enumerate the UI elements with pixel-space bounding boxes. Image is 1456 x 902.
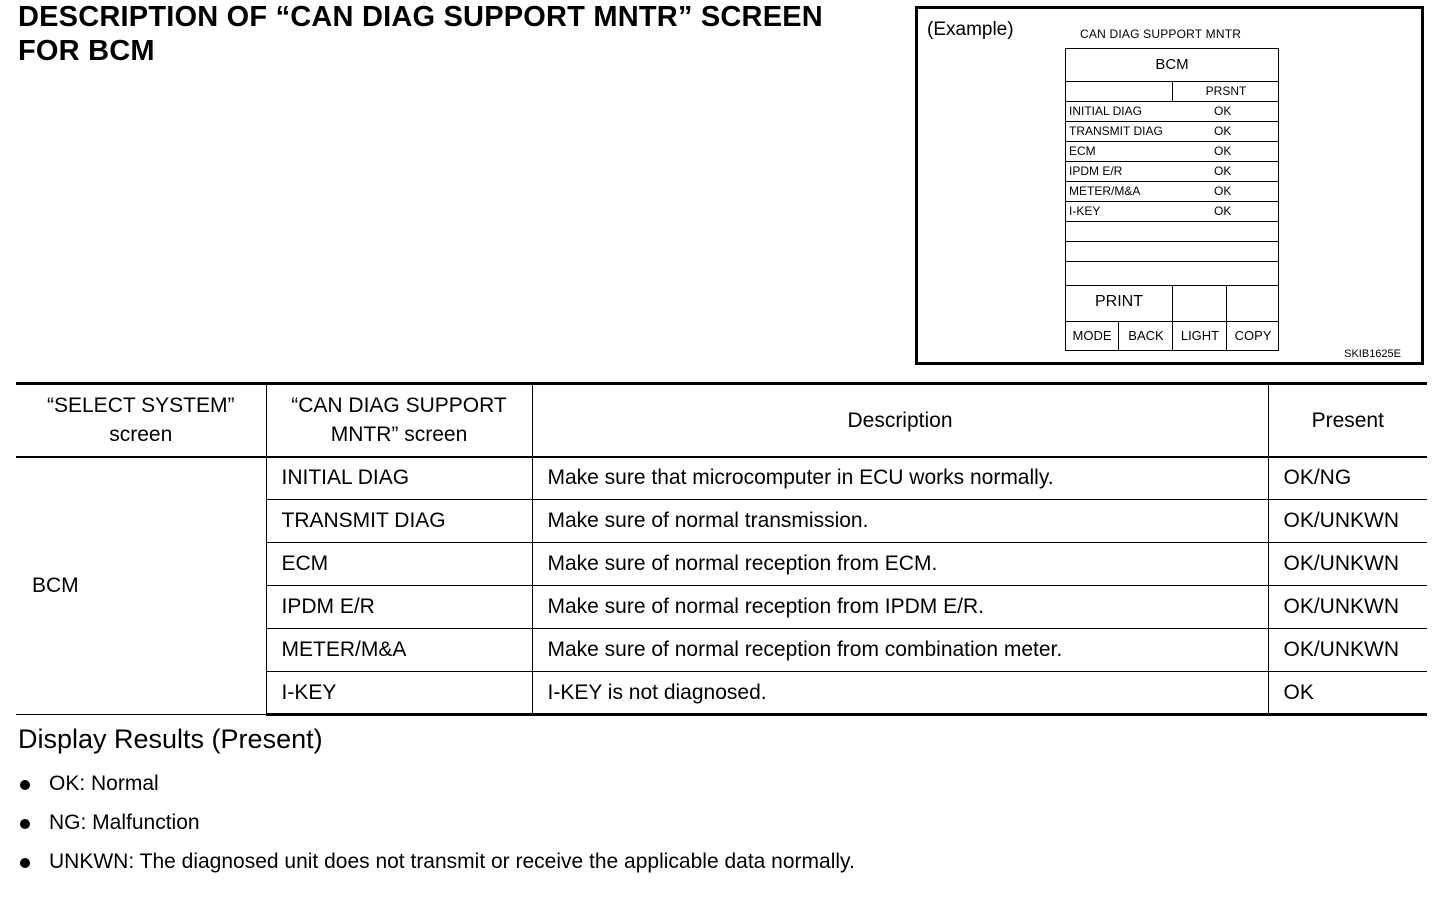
blank-button bbox=[1226, 286, 1279, 321]
example-empty-row bbox=[1066, 222, 1278, 242]
header-description: Description bbox=[532, 384, 1268, 457]
example-row bbox=[1066, 162, 1278, 182]
title-line-1: DESCRIPTION OF “CAN DIAG SUPPORT MNTR” SCREEN bbox=[18, 1, 823, 33]
list-item-text: NG: Malfunction bbox=[49, 811, 200, 834]
present-cell: OK/NG bbox=[1268, 457, 1427, 500]
item-cell: TRANSMIT DIAG bbox=[266, 500, 532, 543]
example-row-value: OK bbox=[1214, 124, 1232, 138]
table-row bbox=[16, 457, 1427, 500]
example-row-value: OK bbox=[1214, 104, 1232, 118]
example-row bbox=[1066, 122, 1278, 142]
example-row-value: OK bbox=[1214, 144, 1232, 158]
example-figure bbox=[915, 6, 1424, 365]
present-cell: OK/UNKWN bbox=[1268, 586, 1427, 629]
item-cell: IPDM E/R bbox=[266, 586, 532, 629]
description-cell: Make sure of normal reception from IPDM E/R. bbox=[532, 586, 1268, 629]
example-row-name: METER/M&A bbox=[1069, 184, 1141, 198]
header-present: Present bbox=[1268, 384, 1427, 457]
list-item bbox=[18, 806, 855, 845]
list-item-text: OK: Normal bbox=[49, 772, 159, 795]
description-cell: Make sure that microcomputer in ECU works normally. bbox=[532, 457, 1268, 500]
light-button[interactable]: LIGHT bbox=[1172, 322, 1227, 350]
example-label: (Example) bbox=[927, 19, 1014, 40]
example-row-value: OK bbox=[1214, 164, 1232, 178]
description-cell: Make sure of normal reception from combination meter. bbox=[532, 629, 1268, 672]
description-cell: Make sure of normal transmission. bbox=[532, 500, 1268, 543]
example-row-name: TRANSMIT DIAG bbox=[1069, 124, 1163, 138]
description-table bbox=[16, 382, 1427, 716]
present-cell: OK/UNKWN bbox=[1268, 543, 1427, 586]
copy-button[interactable]: COPY bbox=[1226, 322, 1279, 350]
title-line-2: FOR BCM bbox=[18, 35, 155, 67]
present-cell: OK/UNKWN bbox=[1268, 500, 1427, 543]
present-cell: OK/UNKWN bbox=[1268, 629, 1427, 672]
example-header-row bbox=[1066, 82, 1278, 102]
system-cell: BCM bbox=[16, 457, 266, 715]
example-screen-title: CAN DIAG SUPPORT MNTR bbox=[1080, 27, 1242, 41]
example-row bbox=[1066, 182, 1278, 202]
example-row-value: OK bbox=[1214, 204, 1232, 218]
table-header-row bbox=[16, 384, 1427, 457]
example-row bbox=[1066, 202, 1278, 222]
item-cell: ECM bbox=[266, 543, 532, 586]
example-row-name: I-KEY bbox=[1069, 204, 1101, 218]
example-row bbox=[1066, 142, 1278, 162]
example-row-name: INITIAL DIAG bbox=[1069, 104, 1142, 118]
results-list bbox=[18, 767, 855, 884]
mode-button[interactable]: MODE bbox=[1072, 328, 1112, 343]
description-cell: Make sure of normal reception from ECM. bbox=[532, 543, 1268, 586]
header-select-system: “SELECT SYSTEM” screen bbox=[16, 384, 266, 457]
blank-button bbox=[1172, 286, 1227, 321]
example-button-row-top bbox=[1066, 286, 1278, 322]
list-item-text: UNKWN: The diagnosed unit does not transmit or receive the applicable data normally. bbox=[49, 850, 855, 873]
example-column-header: PRSNT bbox=[1172, 82, 1279, 101]
example-row-name: ECM bbox=[1069, 144, 1096, 158]
example-screen bbox=[1065, 48, 1279, 351]
item-cell: I-KEY bbox=[266, 672, 532, 715]
example-empty-row bbox=[1066, 262, 1278, 286]
header-can-diag: “CAN DIAG SUPPORT MNTR” screen bbox=[266, 384, 532, 457]
print-button[interactable]: PRINT bbox=[1095, 293, 1143, 310]
present-cell: OK bbox=[1268, 672, 1427, 715]
example-unit: BCM bbox=[1066, 49, 1278, 82]
back-button[interactable]: BACK bbox=[1118, 322, 1173, 350]
example-row-value: OK bbox=[1214, 184, 1232, 198]
item-cell: INITIAL DIAG bbox=[266, 457, 532, 500]
bullet-icon bbox=[20, 819, 30, 829]
bullet-icon bbox=[20, 858, 30, 868]
example-button-row-bottom bbox=[1066, 322, 1278, 350]
example-row bbox=[1066, 102, 1278, 122]
example-empty-row bbox=[1066, 242, 1278, 262]
list-item bbox=[18, 845, 855, 884]
page-title bbox=[18, 0, 823, 68]
description-cell: I-KEY is not diagnosed. bbox=[532, 672, 1268, 715]
item-cell: METER/M&A bbox=[266, 629, 532, 672]
bullet-icon bbox=[20, 780, 30, 790]
figure-code: SKIB1625E bbox=[1344, 348, 1401, 360]
results-title: Display Results (Present) bbox=[18, 724, 323, 754]
example-row-name: IPDM E/R bbox=[1069, 164, 1123, 178]
list-item bbox=[18, 767, 855, 806]
